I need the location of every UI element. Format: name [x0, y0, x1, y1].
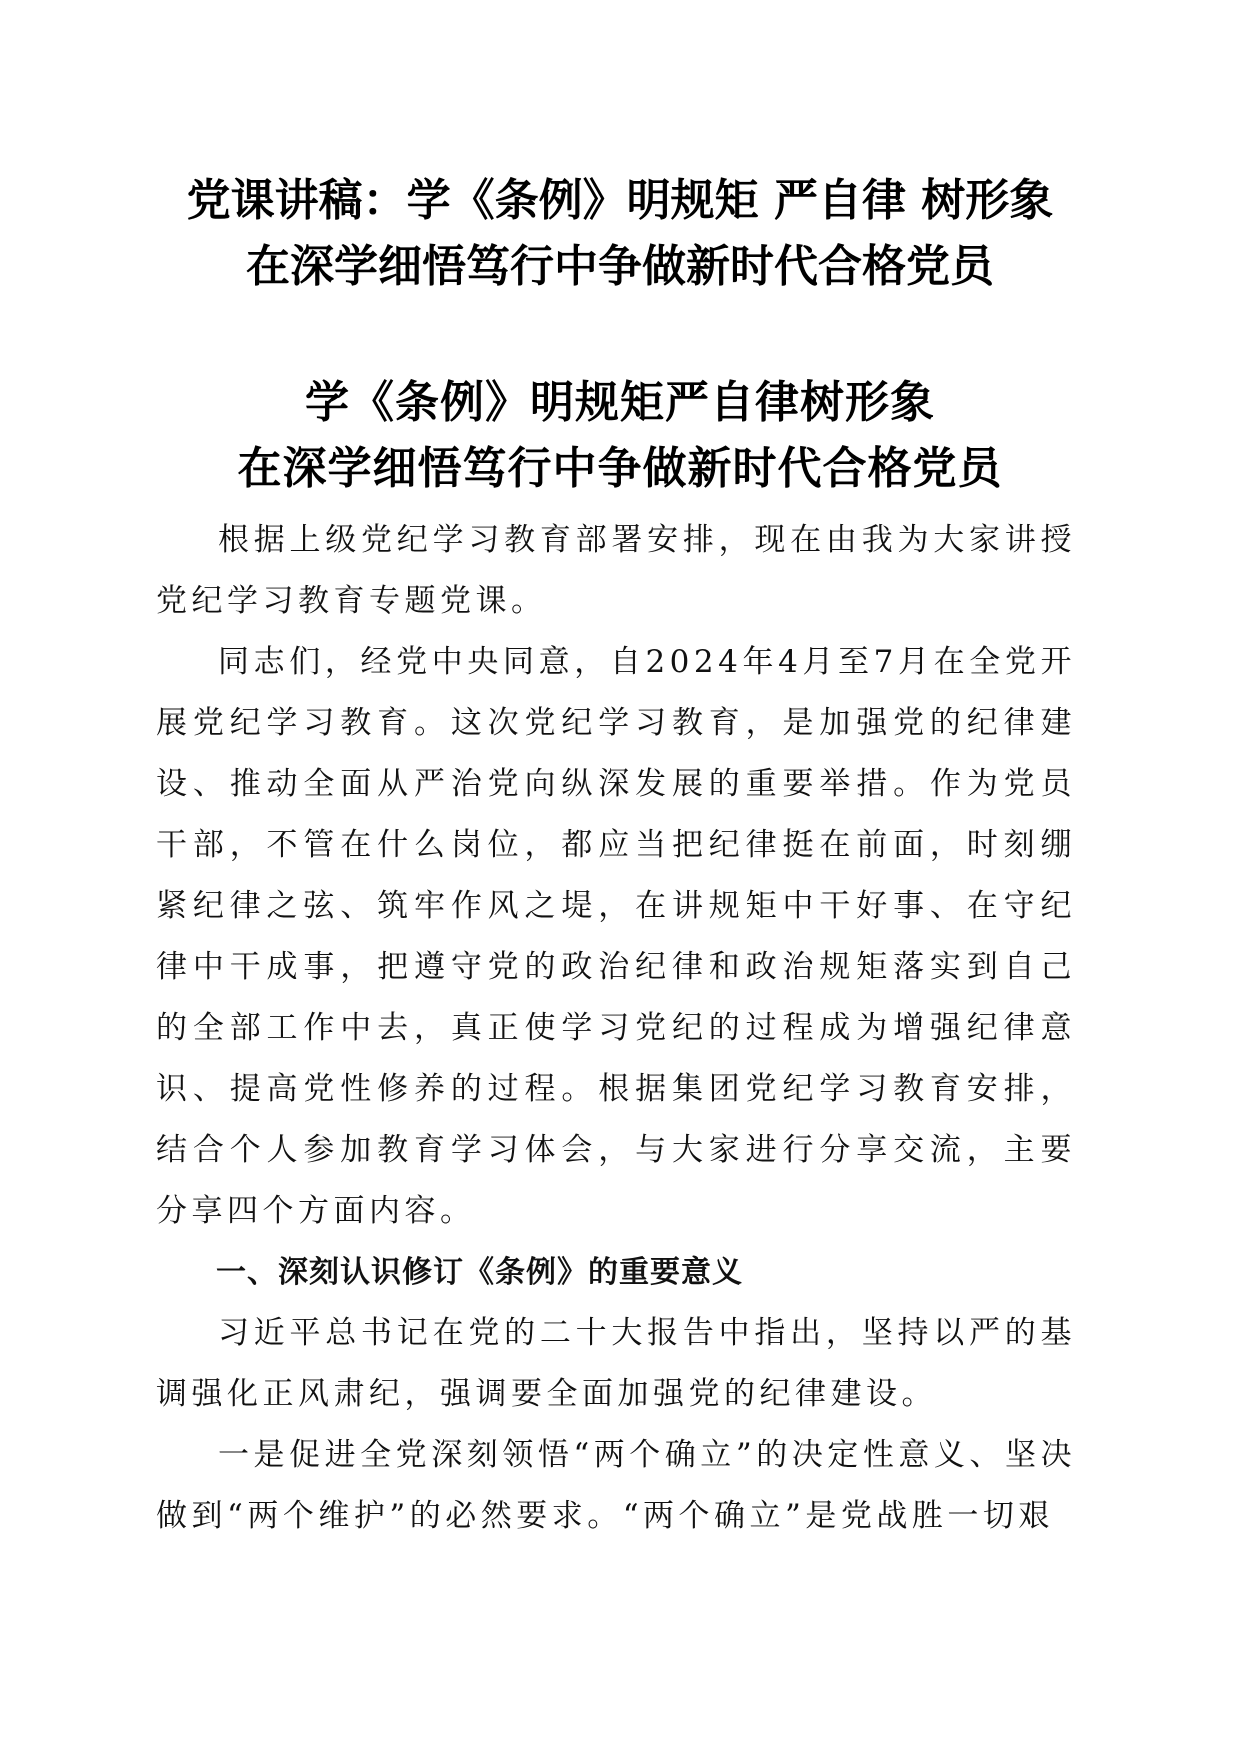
main-title-line-1: 党课讲稿：学《条例》明规矩 严自律 树形象: [186, 175, 1054, 226]
paragraph-report-quote: 习近平总书记在党的二十大报告中指出，坚持以严的基调强化正风肃纪，强调要全面加强党的纪律建设。: [156, 1315, 1076, 1412]
paragraph-intro: 根据上级党纪学习教育部署安排，现在由我为大家讲授党纪学习教育专题党课。: [156, 522, 1076, 619]
body-text: [156, 510, 1076, 1547]
paragraph-background: 同志们，经党中央同意，自2024年4月至7月在全党开展党纪学习教育。这次党纪学习教育，是加强党的纪律建设、推动全面从严治党向纵深发展的重要举措。作为党员干部，不管在什么岗位，都应当把纪律挺在前面，时刻绷紧纪律之弦、筑牢作风之堤，在讲规矩中干好事、在守纪律中干成事，把遵守党的政治纪律和政治规矩落实到自己的全部工作中去，真正使学习党纪的过程成为增强纪律意识、提高党性修养的过程。根据集团党纪学习教育安排，结合个人参加教育学习体会，与大家进行分享交流，主要分享四个方面内容。: [156, 644, 1076, 1229]
sub-title: [140, 370, 1100, 502]
section-heading-1: 一、深刻认识修订《条例》的重要意义: [216, 1255, 743, 1290]
main-title-line-2: 在深学细悟笃行中争做新时代合格党员: [246, 241, 994, 292]
paragraph-point-one: 一是促进全党深刻领悟“两个确立”的决定性意义、坚决做到“两个维护”的必然要求。“两个确立”是党战胜一切艰: [156, 1437, 1076, 1534]
sub-title-line-1: 学《条例》明规矩严自律树形象: [305, 377, 935, 428]
main-title: [140, 168, 1100, 300]
sub-title-line-2: 在深学细悟笃行中争做新时代合格党员: [237, 443, 1003, 494]
